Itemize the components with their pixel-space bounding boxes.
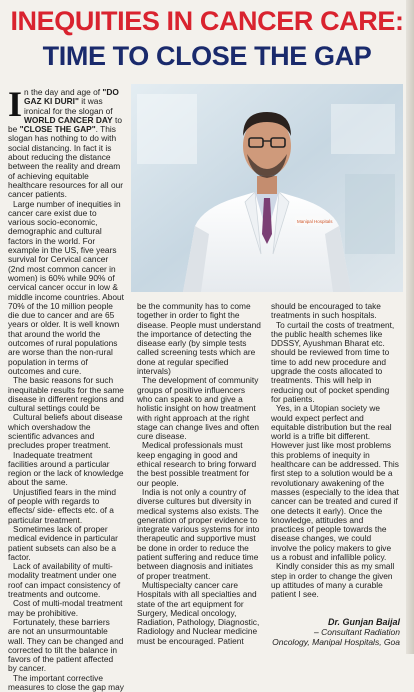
page-edge [406, 0, 414, 654]
paragraph: The basic reasons for such inequitable results for the same disease in different regions and cultural settings could be [8, 375, 124, 414]
article-column-1 [8, 84, 124, 692]
paragraph: should be encouraged to take treatments in such hospitals. [271, 301, 381, 321]
author-affiliation: Oncology, Manipal Hospitals, Goa [272, 637, 400, 647]
world-cancer-day: WORLD CANCER DAY [24, 114, 113, 125]
paragraph: Large number of inequities in cancer care exist due to various socio-economic, demographic and cultural factors in the world. For example in the US, five years survival for Cervical cancer (2nd most common cancer in women) is 60% while 90% of cervical cancer occur in low & middle income countries. About 70% of the 10 million people die due to cancer and are 65 years or older. It is well known that around the world the outcomes of rural populations are worse than the non-rural population in terms of outcomes and cure. [8, 198, 124, 376]
paragraph: Inadequate treatment facilities around a particular region or the lack of knowledge about the same. [8, 449, 124, 488]
paragraph: Fortunately, these barriers are not an unsurmountable wall. They can be changed and corrected to tilt the balance in favors of the patient affected by cancer. [8, 616, 124, 674]
paragraph: be the community has to come together in order to fight the disease. People must understand the importance of detecting the disease early (by simple tests called screening tests which are done at regular specified intervals) [137, 301, 261, 377]
article-column-2 [137, 302, 261, 646]
lead-text: n the day and age of [24, 87, 103, 97]
paragraph: The development of community groups of positive influencers who can speak to and give a holistic insight on how treatment with right approach at the right stage can change lives and often cure disease. [137, 375, 259, 442]
author-signature [272, 617, 400, 647]
lead-text: to be [8, 114, 122, 135]
paragraph: Yes, in a Utopian society we would expect perfect and equitable distribution but the real world is a trifle bit different. However just like most problems this problems of inequity in healthcare can be addressed. This first step to a solution would be a revolutionary awakening of the masses (especially to the idea that cancer can be treated and cured if one detects it early). Once the knowledge, attitudes and practices of people towards the disease changes, we could involve the policy makers to give us a robust and infallible policy. [271, 403, 400, 563]
article-column-3 [271, 302, 399, 600]
paragraph: Kindly consider this as my small step in order to change the given up attitudes of many a curable patient I see. [271, 561, 395, 600]
lead-paragraph [8, 84, 124, 200]
slogan: "DO GAZ KI DURI" [24, 87, 119, 107]
headline-line-2: TIME TO CLOSE THE GAP [42, 41, 372, 71]
drop-cap: I [8, 84, 23, 124]
lead-text: . This slogan has nothing to do with social distancing. In fact it is about reducing the distance between the reality and dream of achieving equitable healthcare resources for all our cancer patients. [8, 124, 124, 200]
paragraph: Unjustified fears in the mind of people with regards to effects/ side- effects etc. of a particular treatment. [8, 486, 116, 525]
paragraph: Cultural beliefs about disease which overshadow the scientific advances and precludes proper treatment. [8, 412, 123, 451]
coat-logo-text: Manipal Hospitals [297, 219, 333, 224]
doctor-illustration [131, 84, 403, 292]
paragraph: The important corrective measures to close the gap may [8, 672, 124, 692]
theme-slogan: "CLOSE THE GAP" [19, 124, 96, 135]
paragraph: Sometimes lack of proper medical evidence in particular patient subsets can also be a factor. [8, 523, 118, 562]
doctor-photo [131, 84, 403, 292]
paragraph: To curtail the costs of treatment, the public health schemes like DDSSY, Ayushman Bharat etc. should be reviewed from time to time to add new procedure and upgrade the costs allocated to treatments. This will help in reducing out of pocket spending for patients. [271, 319, 395, 404]
paragraph: Medical professionals must keep engaging in good and ethical research to bring forward the best possible treatment for our people. [137, 440, 257, 488]
author-name: Dr. Gunjan Baijal [327, 617, 400, 627]
lead-text: it was ironical for the slogan of [24, 96, 113, 116]
paragraph: Multispecialty cancer care Hospitals with all specialties and state of the art equipment for Surgery, Medical oncology, Radiation, Pathology, Diagnostic, Radiology and Nuclear medicine must be encouraged. Patient [137, 579, 260, 646]
paragraph: Cost of multi-modal treatment may be prohibitive. [8, 598, 123, 618]
paragraph: India is not only a country of diverse cultures but diversity in medical systems also exists. The generation of proper evidence to integrate various systems for into therapeutic and supportive must be done in order to reduce the patient suffering and reduce time between diagnosis and initiates of proper treatment. [137, 486, 260, 581]
headline-line-1: INEQUITIES IN CANCER CARE: [10, 6, 404, 36]
paragraph: Lack of availability of multi-modality treatment under one roof can impact consistency of treatments and outcome. [8, 561, 121, 600]
author-role: – Consultant Radiation [313, 627, 400, 637]
